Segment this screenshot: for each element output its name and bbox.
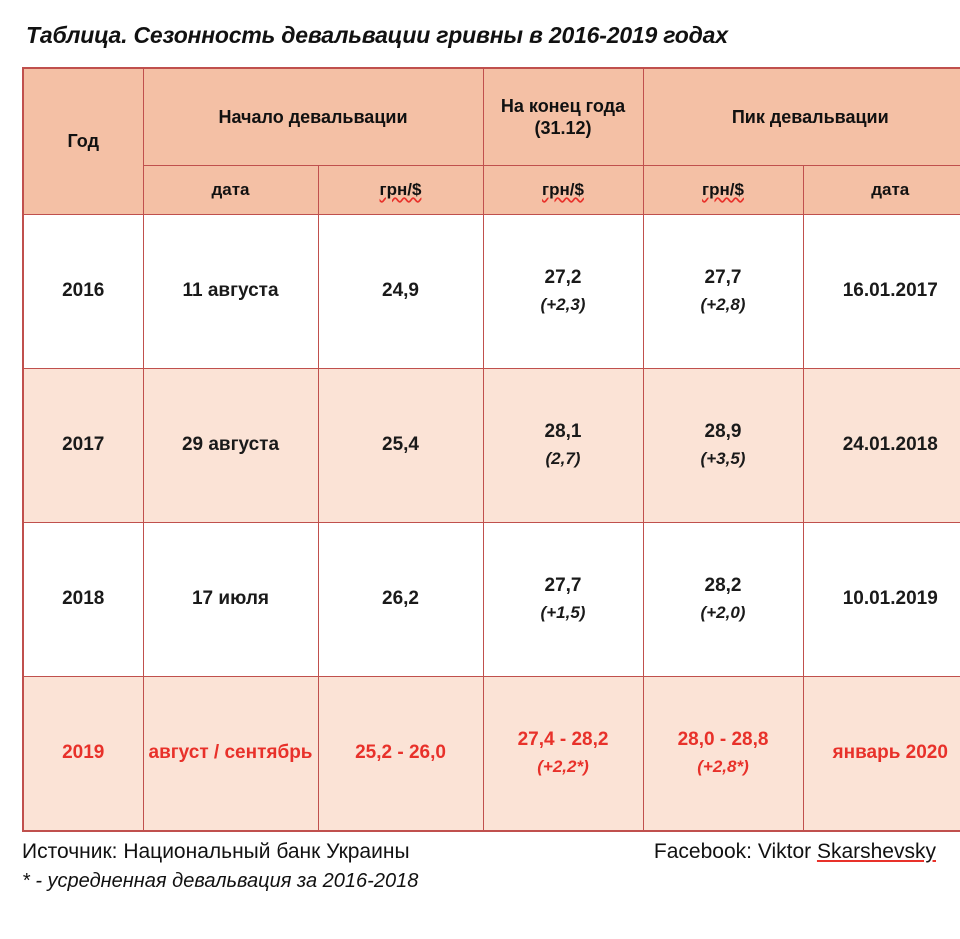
table-row [23, 369, 960, 523]
header-peak-rate-label: грн/$ [702, 180, 744, 199]
cell-peak-rate: 28,2 (+2,0) [643, 523, 803, 677]
table-row-forecast [23, 677, 960, 832]
cell-end-rate: 27,4 - 28,2 (+2,2*) [483, 677, 643, 832]
header-start-date: дата [143, 166, 318, 215]
header-end-rate-label: грн/$ [542, 180, 584, 199]
cell-year: 2016 [23, 215, 143, 369]
cell-peak-rate: 28,0 - 28,8 (+2,8*) [643, 677, 803, 832]
source-text: Источник: Национальный банк Украины [22, 840, 410, 863]
cell-year: 2018 [23, 523, 143, 677]
cell-peak-date: январь 2020 [803, 677, 960, 832]
header-row-groups [23, 68, 960, 166]
header-row-subs [23, 166, 960, 215]
cell-peak-date: 10.01.2019 [803, 523, 960, 677]
header-start-rate-label: грн/$ [379, 180, 422, 199]
cell-start-date: август / сентябрь [143, 677, 318, 832]
footnote: * - усредненная девальвация за 2016-2018 [22, 870, 419, 892]
page-title: Таблица. Сезонность девальвации гривны в 2016-2019 годах [26, 22, 728, 48]
header-group-start: Начало девальвации [143, 68, 483, 166]
facebook-credit [654, 840, 936, 864]
cell-peak-date: 24.01.2018 [803, 369, 960, 523]
cell-start-date: 17 июля [143, 523, 318, 677]
header-end-rate [483, 166, 643, 215]
header-group-end-of-year: На конец года (31.12) [483, 68, 643, 166]
cell-end-rate: 27,2 (+2,3) [483, 215, 643, 369]
cell-peak-rate: 27,7 (+2,8) [643, 215, 803, 369]
table-row [23, 523, 960, 677]
cell-end-rate: 28,1 (2,7) [483, 369, 643, 523]
table-body [23, 215, 960, 832]
cell-peak-rate: 28,9 (+3,5) [643, 369, 803, 523]
facebook-name: Skarshevsky [816, 840, 936, 863]
cell-start-date: 11 августа [143, 215, 318, 369]
cell-peak-date: 16.01.2017 [803, 215, 960, 369]
header-peak-date: дата [803, 166, 960, 215]
footer [22, 840, 936, 893]
footer-line [22, 840, 936, 864]
header-start-rate [318, 166, 483, 215]
table-row [23, 215, 960, 369]
header-peak-rate [643, 166, 803, 215]
header-year: Год [23, 68, 143, 215]
table-header [23, 68, 960, 215]
cell-year: 2019 [23, 677, 143, 832]
cell-start-rate: 25,4 [318, 369, 483, 523]
cell-start-date: 29 августа [143, 369, 318, 523]
devaluation-table [22, 67, 960, 832]
cell-end-rate: 27,7 (+1,5) [483, 523, 643, 677]
header-group-peak: Пик девальвации [643, 68, 960, 166]
facebook-prefix: Facebook: Viktor [653, 840, 817, 863]
cell-start-rate: 25,2 - 26,0 [318, 677, 483, 832]
cell-year: 2017 [23, 369, 143, 523]
cell-start-rate: 24,9 [318, 215, 483, 369]
cell-start-rate: 26,2 [318, 523, 483, 677]
